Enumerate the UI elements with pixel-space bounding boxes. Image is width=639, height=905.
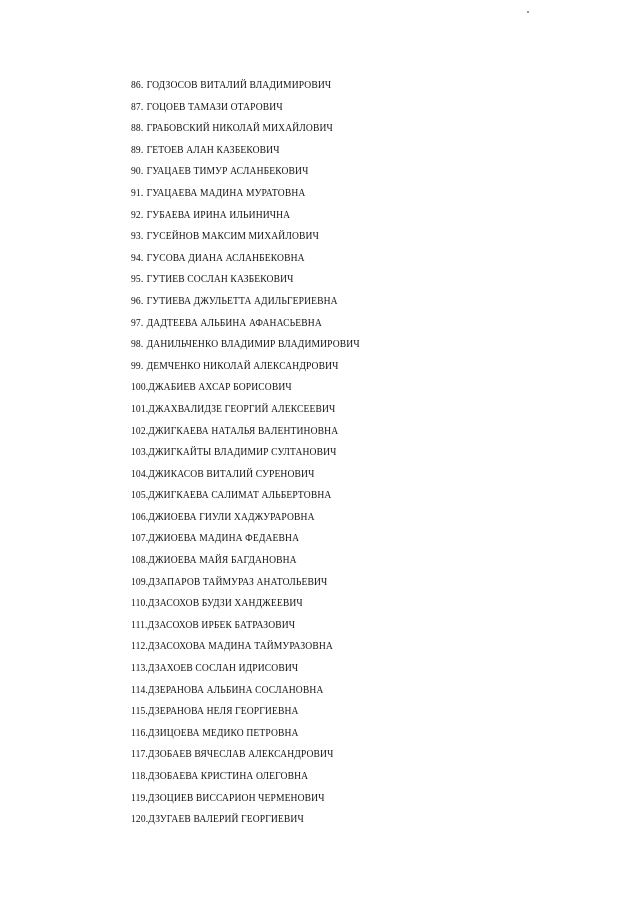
item-number: 106. (131, 511, 149, 523)
person-name: ГУСЕЙНОВ МАКСИМ МИХАЙЛОВИЧ (146, 231, 319, 243)
person-name: ДЗУГАЕВ ВАЛЕРИЙ ГЕОРГИЕВИЧ (148, 814, 304, 826)
person-name: ГУБАЕВА ИРИНА ИЛЬИНИЧНА (146, 209, 291, 221)
list-item (131, 205, 360, 227)
person-name: ГУАЦАЕВА МАДИНА МУРАТОВНА (146, 187, 306, 199)
list-item (131, 75, 360, 97)
person-name: ДЖИГКАЕВА САЛИМАТ АЛЬБЕРТОВНА (148, 490, 332, 502)
item-number: 117. (131, 749, 148, 761)
list-item (131, 118, 360, 140)
item-number: 104. (131, 468, 149, 480)
person-name: ДЗЕРАНОВА НЕЛЯ ГЕОРГИЕВНА (147, 706, 299, 718)
person-name: ДЖАБИЕВ АХСАР БОРИСОВИЧ (148, 382, 292, 394)
person-name: ДЖИОЕВА ГИУЛИ ХАДЖУРАРОВНА (148, 511, 315, 523)
item-number: 87. (131, 101, 144, 113)
item-number: 90. (131, 166, 144, 178)
list-item (131, 528, 360, 550)
item-number: 101. (131, 403, 149, 415)
item-number: 89. (131, 144, 144, 156)
item-number: 120. (131, 814, 149, 826)
person-name: ДАДТЕЕВА АЛЬБИНА АФАНАСЬЕВНА (146, 317, 322, 329)
name-list (131, 75, 380, 831)
item-number: 118. (131, 771, 148, 782)
person-name: ДЗОБАЕВ ВЯЧЕСЛАВ АЛЕКСАНДРОВИЧ (147, 749, 334, 761)
list-item (131, 226, 360, 248)
item-number: 96. (131, 295, 144, 307)
list-item (131, 464, 360, 486)
list-item (131, 356, 360, 378)
list-item (131, 97, 360, 119)
list-item (131, 269, 360, 291)
person-name: ДЖИОЕВА МАЙЯ БАГДАНОВНА (148, 555, 297, 567)
person-name: ДЖИОЕВА МАДИНА ФЕДАЕВНА (148, 533, 300, 545)
item-number: 119. (131, 792, 148, 804)
item-number: 99. (131, 360, 144, 372)
person-name: ГЕТОЕВ АЛАН КАЗБЕКОВИЧ (146, 144, 280, 156)
person-name: ДЗИЦОЕВА МЕДИКО ПЕТРОВНА (147, 727, 299, 739)
person-name: ДЖИГКАЕВА НАТАЛЬЯ ВАЛЕНТИНОВНА (148, 425, 339, 437)
person-name: ГУТИЕВА ДЖУЛЬЕТТА АДИЛЬГЕРИЕВНА (146, 295, 338, 307)
person-name: ГУТИЕВ СОСЛАН КАЗБЕКОВИЧ (146, 274, 294, 286)
list-item (131, 744, 360, 766)
list-item (131, 442, 360, 464)
list-item (131, 399, 360, 421)
person-name: ДЗАСОХОВ ИРБЕК БАТРАЗОВИЧ (147, 619, 296, 631)
person-name: ДАНИЛЬЧЕНКО ВЛАДИМИР ВЛАДИМИРОВИЧ (146, 339, 360, 351)
person-name: ДЗАПАРОВ ТАЙМУРАЗ АНАТОЛЬЕВИЧ (148, 576, 328, 588)
person-name: ДЗАСОХОВ БУДЗИ ХАНДЖЕЕВИЧ (147, 598, 303, 610)
item-number: 114. (131, 684, 148, 696)
list-item (131, 572, 360, 594)
list-item (131, 701, 360, 723)
list-item (131, 313, 360, 335)
list-item (131, 140, 360, 162)
list-item (131, 421, 360, 443)
item-number: 111. (131, 619, 148, 631)
item-number: 93. (131, 231, 144, 243)
item-number: 115. (131, 706, 148, 718)
scan-speck (527, 11, 529, 13)
list-item (131, 161, 360, 183)
item-number: 112. (131, 641, 148, 653)
list-item (131, 615, 360, 637)
person-name: ДЗОБАЕВА КРИСТИНА ОЛЕГОВНА (147, 771, 309, 782)
list-item (131, 766, 360, 788)
person-name: ГУСОВА ДИАНА АСЛАНБЕКОВНА (146, 252, 305, 264)
person-name: ДЕМЧЕНКО НИКОЛАЙ АЛЕКСАНДРОВИЧ (146, 360, 339, 372)
list-item (131, 377, 360, 399)
item-number: 88. (131, 123, 144, 135)
item-number: 108. (131, 555, 149, 567)
person-name: ДЖАХВАЛИДЗЕ ГЕОРГИЙ АЛЕКСЕЕВИЧ (148, 403, 336, 415)
item-number: 92. (131, 209, 144, 221)
person-name: ДЗАСОХОВА МАДИНА ТАЙМУРАЗОВНА (147, 641, 333, 653)
list-item (131, 658, 360, 680)
item-number: 107. (131, 533, 149, 545)
person-name: ДЗОЦИЕВ ВИССАРИОН ЧЕРМЕНОВИЧ (147, 792, 325, 804)
list-item (131, 507, 360, 529)
item-number: 98. (131, 339, 144, 351)
list-item (131, 680, 360, 702)
list-item (131, 334, 360, 356)
list-item (131, 723, 360, 745)
item-number: 103. (131, 447, 149, 459)
list-item (131, 485, 360, 507)
item-number: 91. (131, 187, 144, 199)
list-item (131, 593, 360, 615)
person-name: ГУАЦАЕВ ТИМУР АСЛАНБЕКОВИЧ (146, 166, 309, 178)
list-item (131, 291, 360, 313)
person-name: ГРАБОВСКИЙ НИКОЛАЙ МИХАЙЛОВИЧ (146, 123, 333, 135)
list-item (131, 788, 360, 810)
item-number: 95. (131, 274, 144, 286)
item-number: 86. (131, 80, 144, 91)
list-item (131, 248, 360, 270)
person-name: ДЗЕРАНОВА АЛЬБИНА СОСЛАНОВНА (147, 684, 324, 696)
item-number: 110. (131, 598, 148, 610)
list-item (131, 550, 360, 572)
list-item (131, 809, 360, 831)
person-name: ДЖИКАСОВ ВИТАЛИЙ СУРЕНОВИЧ (148, 468, 315, 480)
item-number: 97. (131, 317, 144, 329)
item-number: 105. (131, 490, 149, 502)
person-name: ДЖИГКАЙТЫ ВЛАДИМИР СУЛТАНОВИЧ (148, 447, 337, 459)
item-number: 113. (131, 663, 148, 675)
person-name: ГОЦОЕВ ТАМАЗИ ОТАРОВИЧ (146, 101, 283, 113)
item-number: 100. (131, 382, 149, 394)
person-name: ДЗАХОЕВ СОСЛАН ИДРИСОВИЧ (147, 663, 299, 675)
item-number: 116. (131, 727, 148, 739)
list-item (131, 183, 360, 205)
person-name: ГОДЗОСОВ ВИТАЛИЙ ВЛАДИМИРОВИЧ (146, 80, 332, 91)
item-number: 94. (131, 252, 144, 264)
item-number: 109. (131, 576, 149, 588)
item-number: 102. (131, 425, 149, 437)
list-item (131, 636, 360, 658)
